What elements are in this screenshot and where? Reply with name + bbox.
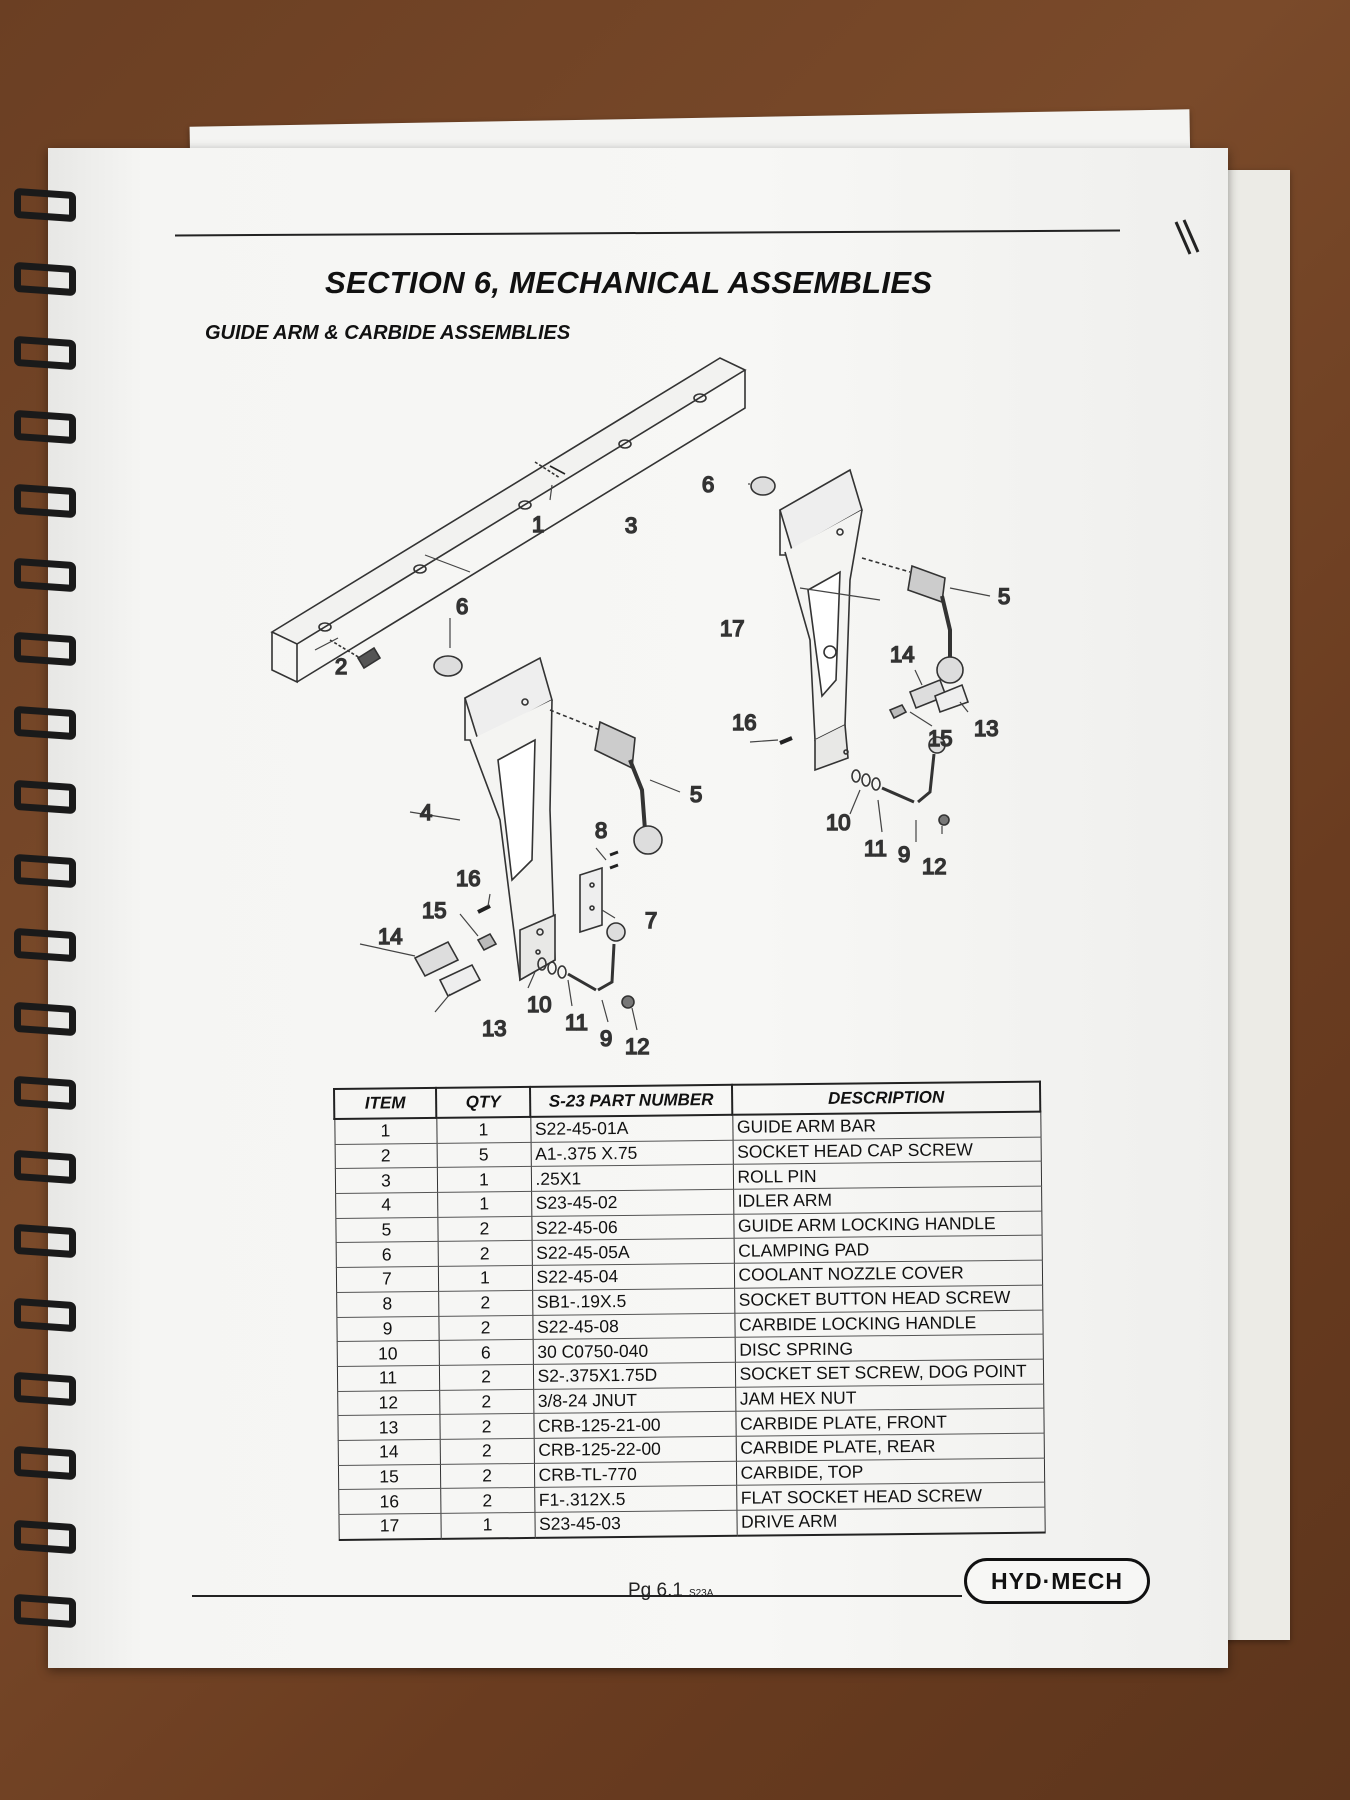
exploded-assembly-diagram [250, 340, 1070, 1080]
clamping-pad [434, 656, 462, 676]
header-qty: QTY [436, 1087, 530, 1118]
callout-2: 2 [335, 654, 348, 679]
footer-rule [192, 1595, 962, 1597]
cell-part-number: S23-45-03 [534, 1510, 736, 1537]
callout-10: 10 [527, 992, 552, 1017]
callout-16-right: 16 [732, 710, 757, 735]
cell-part-number: .25X1 [531, 1165, 733, 1192]
header-part-number: S-23 PART NUMBER [530, 1085, 732, 1117]
cell-description: JAM HEX NUT [735, 1384, 1043, 1412]
cell-qty: 2 [439, 1389, 533, 1415]
callout-9: 9 [600, 1026, 613, 1051]
cell-part-number: S23-45-02 [531, 1189, 733, 1216]
page-label: Pg 6.1 [628, 1580, 683, 1601]
cell-part-number: A1-.375 X.75 [531, 1140, 733, 1167]
cell-description: SOCKET BUTTON HEAD SCREW [734, 1285, 1042, 1313]
cell-part-number: CRB-TL-770 [534, 1461, 736, 1488]
cell-description: IDLER ARM [733, 1186, 1041, 1214]
callout-7: 7 [645, 908, 658, 933]
callout-10-right: 10 [826, 810, 851, 835]
cell-description: SOCKET HEAD CAP SCREW [733, 1137, 1041, 1165]
page-number [628, 1580, 713, 1602]
callout-11: 11 [565, 1010, 588, 1035]
cell-description: CLAMPING PAD [734, 1236, 1042, 1264]
cell-part-number: S22-45-06 [531, 1214, 733, 1241]
cell-qty: 2 [440, 1438, 534, 1464]
cell-part-number: CRB-125-22-00 [534, 1436, 736, 1463]
callout-5: 5 [690, 782, 703, 807]
cell-description: ROLL PIN [733, 1161, 1041, 1189]
cell-description: CARBIDE PLATE, FRONT [735, 1408, 1043, 1436]
cell-part-number: S22-45-01A [530, 1115, 732, 1142]
callout-9-right: 9 [898, 842, 911, 867]
cell-item: 11 [337, 1365, 439, 1391]
cell-item: 5 [335, 1217, 437, 1243]
cell-description: GUIDE ARM BAR [732, 1112, 1040, 1140]
cell-item: 3 [335, 1168, 437, 1194]
parts-list-body [334, 1112, 1044, 1540]
callout-1: 1 [532, 512, 545, 537]
cell-qty: 1 [437, 1191, 531, 1217]
cell-description: SOCKET SET SCREW, DOG POINT [735, 1359, 1043, 1387]
cell-item: 8 [336, 1291, 438, 1317]
cell-description: FLAT SOCKET HEAD SCREW [736, 1482, 1044, 1510]
callout-8: 8 [595, 818, 608, 843]
header-description: DESCRIPTION [732, 1082, 1040, 1115]
callout-6: 6 [456, 594, 469, 619]
cell-item: 15 [338, 1464, 440, 1490]
hyd-mech-logo [964, 1558, 1150, 1604]
callout-13-right: 13 [974, 716, 999, 741]
callout-15-right: 15 [928, 726, 953, 751]
cell-item: 2 [335, 1143, 437, 1169]
callout-12-right: 12 [922, 854, 947, 879]
cell-item: 10 [337, 1341, 439, 1367]
cell-qty: 1 [436, 1117, 530, 1143]
page-title: SECTION 6, MECHANICAL ASSEMBLIES [325, 265, 933, 300]
guide-arm-bar [272, 358, 745, 682]
cell-item: 9 [336, 1316, 438, 1342]
cell-qty: 2 [438, 1315, 532, 1341]
callout-11-right: 11 [864, 836, 887, 861]
callout-17: 17 [720, 616, 745, 641]
drive-arm [780, 470, 862, 770]
cell-description: DRIVE ARM [736, 1507, 1044, 1535]
cell-qty: 1 [438, 1266, 532, 1292]
cell-qty: 2 [437, 1216, 531, 1242]
cell-part-number: S22-45-05A [532, 1239, 734, 1266]
cell-part-number: 3/8-24 JNUT [533, 1387, 735, 1414]
callout-13: 13 [482, 1016, 507, 1041]
cell-item: 1 [334, 1118, 436, 1144]
cell-qty: 2 [438, 1290, 532, 1316]
cell-qty: 2 [439, 1364, 533, 1390]
coolant-nozzle-cover [580, 852, 618, 932]
spiral-binding [14, 190, 84, 1670]
corner-mark [1172, 218, 1202, 263]
cell-part-number: S2-.375X1.75D [533, 1362, 735, 1389]
callout-14-right: 14 [890, 642, 915, 667]
idler-arm [465, 658, 555, 980]
parts-list-table [333, 1081, 1046, 1541]
clamping-pad [751, 477, 775, 495]
cell-item: 14 [338, 1439, 440, 1465]
cell-part-number: SB1-.19X.5 [532, 1288, 734, 1315]
cell-part-number: S22-45-08 [532, 1313, 734, 1340]
cell-part-number: 30 C0750-040 [533, 1337, 735, 1364]
cell-qty: 2 [438, 1241, 532, 1267]
cell-qty: 1 [440, 1512, 534, 1538]
callout-4: 4 [420, 800, 433, 825]
cell-description: CARBIDE PLATE, REAR [736, 1433, 1044, 1461]
cell-item: 12 [337, 1390, 439, 1416]
cell-description: COOLANT NOZZLE COVER [734, 1260, 1042, 1288]
cell-item: 6 [336, 1242, 438, 1268]
cell-item: 4 [335, 1192, 437, 1218]
cell-qty: 2 [440, 1488, 534, 1514]
logo-text: HYD·MECH [991, 1567, 1123, 1594]
callout-6-right: 6 [702, 472, 715, 497]
cell-qty: 1 [437, 1167, 531, 1193]
cell-qty: 6 [439, 1340, 533, 1366]
cell-description: DISC SPRING [735, 1334, 1043, 1362]
cell-part-number: CRB-125-21-00 [533, 1412, 735, 1439]
cell-part-number: F1-.312X.5 [534, 1486, 736, 1513]
cell-qty: 2 [440, 1463, 534, 1489]
callout-14: 14 [378, 924, 403, 949]
callout-3: 3 [625, 513, 638, 538]
callout-12: 12 [625, 1034, 650, 1059]
cell-description: GUIDE ARM LOCKING HANDLE [733, 1211, 1041, 1239]
cell-part-number: S22-45-04 [532, 1263, 734, 1290]
cell-description: CARBIDE LOCKING HANDLE [734, 1310, 1042, 1338]
callout-5-right: 5 [998, 584, 1011, 609]
cell-item: 17 [338, 1513, 440, 1539]
page-code: S23A [688, 1588, 714, 1599]
callout-15: 15 [422, 898, 447, 923]
header-item: ITEM [334, 1088, 436, 1119]
cell-item: 16 [338, 1489, 440, 1515]
cell-description: CARBIDE, TOP [736, 1458, 1044, 1486]
cell-item: 7 [336, 1267, 438, 1293]
callout-16: 16 [456, 866, 481, 891]
cell-qty: 5 [437, 1142, 531, 1168]
page-subtitle: GUIDE ARM & CARBIDE ASSEMBLIES [205, 322, 571, 344]
cell-qty: 2 [439, 1414, 533, 1440]
cell-item: 13 [337, 1415, 439, 1441]
